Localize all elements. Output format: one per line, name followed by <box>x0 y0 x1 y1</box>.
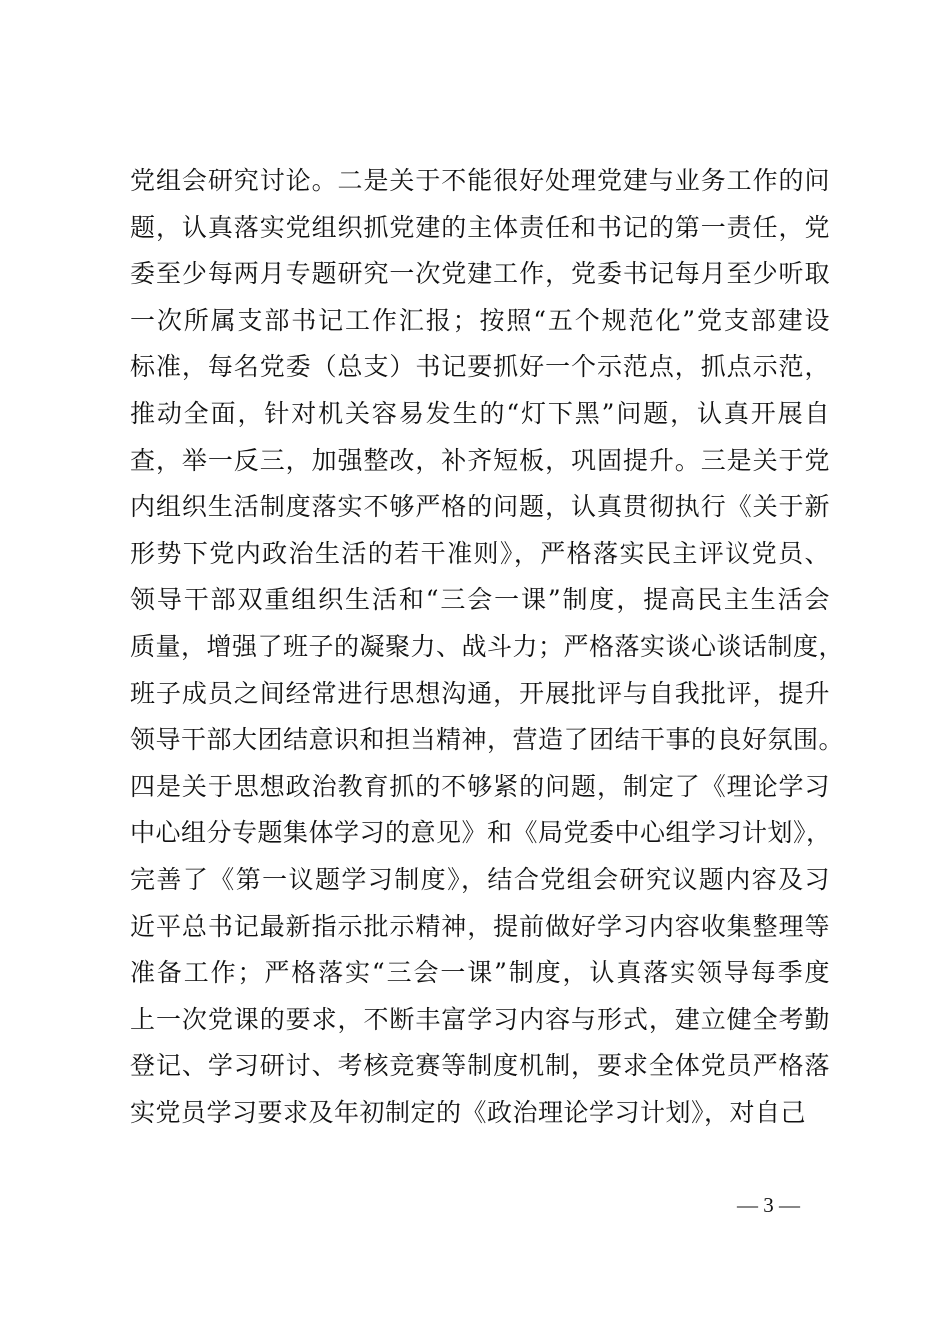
text-line: 实党员学习要求及年初制定的《政治理论学习计划》，对自己 <box>130 1097 807 1127</box>
text-line: 一次所属支部书记工作汇报；按照“五个规范化”党支部建设 <box>130 305 830 335</box>
text-line: 领导干部双重组织生活和“三会一课”制度，提高民主生活会 <box>130 585 830 615</box>
text-line: 内组织生活制度落实不够严格的问题，认真贯彻执行《关于新 <box>130 492 830 522</box>
text-line: 准备工作；严格落实“三会一课”制度，认真落实领导每季度 <box>130 958 830 988</box>
text-line: 近平总书记最新指示批示精神，提前做好学习内容收集整理等 <box>130 911 830 941</box>
text-line: 形势下党内政治生活的若干准则》，严格落实民主评议党员、 <box>130 538 830 568</box>
text-line: 上一次党课的要求，不断丰富学习内容与形式，建立健全考勤 <box>130 1004 830 1034</box>
text-line: 四是关于思想政治教育抓的不够紧的问题，制定了《理论学习 <box>130 771 830 801</box>
text-line: 领导干部大团结意识和担当精神，营造了团结干事的良好氛围。 <box>130 725 845 755</box>
text-line: 推动全面，针对机关容易发生的“灯下黑”问题，认真开展自 <box>130 398 830 428</box>
page-number: — 3 — <box>737 1193 800 1217</box>
text-line: 中心组分专题集体学习的意见》和《局党委中心组学习计划》， <box>130 818 832 848</box>
text-line: 题，认真落实党组织抓党建的主体责任和书记的第一责任，党 <box>130 212 830 242</box>
text-line: 登记、学习研讨、考核竞赛等制度机制，要求全体党员严格落 <box>130 1051 830 1081</box>
text-line: 质量，增强了班子的凝聚力、战斗力；严格落实谈心谈话制度， <box>130 631 845 661</box>
text-line: 标准，每名党委（总支）书记要抓好一个示范点，抓点示范， <box>130 352 830 382</box>
text-line: 班子成员之间经常进行思想沟通，开展批评与自我批评，提升 <box>130 678 830 708</box>
text-line: 党组会研究讨论。二是关于不能很好处理党建与业务工作的问 <box>130 166 830 195</box>
text-line: 委至少每两月专题研究一次党建工作，党委书记每月至少听取 <box>130 259 830 289</box>
text-line: 完善了《第一议题学习制度》，结合党组会研究议题内容及习 <box>130 864 830 894</box>
document-body <box>130 158 845 1136</box>
text-line: 查，举一反三，加强整改，补齐短板，巩固提升。三是关于党 <box>130 445 830 475</box>
